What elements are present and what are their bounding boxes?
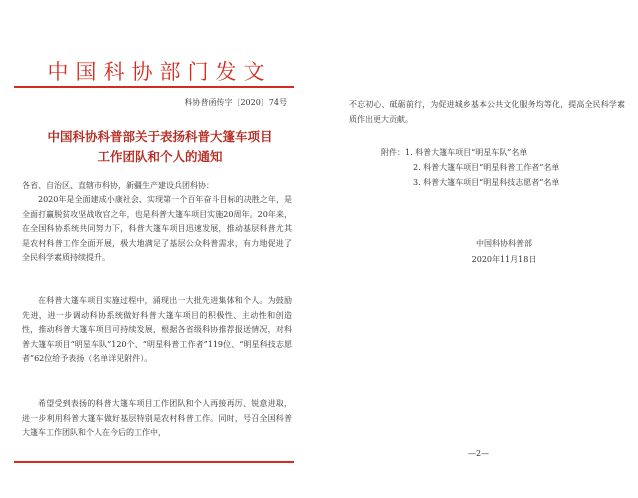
attachments-list (381, 145, 559, 190)
signature-organization: 中国科协科普部 (476, 239, 532, 248)
headline-line-1: 中国科协科普部关于表扬科普大篷车项目 (47, 129, 273, 144)
right-page (319, 0, 638, 498)
header-divider (14, 86, 294, 88)
signature-date: 2020年11月18日 (471, 255, 537, 264)
document-number: 科协普函传字〔2020〕74号 (184, 98, 287, 107)
paragraph-1: 2020年是全面建成小康社会、实现第一个百年奋斗目标的决胜之年，是全面打赢脱贫攻坚战收官之年，也是科普大篷车项目实施20周年。20年来，在全国科协系统共同努力下，科普大篷车项目迅速发展，推动基层科普尤其是农村科普工作全面开展，极大地满足了基层公众科普需求，有力地促进了全民科学素质持续提升。 (22, 195, 292, 262)
attachment-item: 2. 科普大篷车项目“明星科普工作者”名单 (413, 163, 560, 172)
document-headline (14, 127, 306, 167)
attachment-item: 附件：1. 科普大篷车项目“明星车队”名单 (381, 148, 528, 157)
footer-divider (14, 461, 294, 463)
continuation-text: 不忘初心、砥砺前行，为促进城乡基本公共文化服务均等化，提高全民科学素质作出更大贡献。 (349, 100, 625, 124)
page-number: —2— (467, 449, 490, 458)
salutation: 各省、自治区、直辖市科协，新疆生产建设兵团科协： (22, 181, 214, 190)
headline-line-2: 工作团队和个人的通知 (97, 149, 223, 164)
attachment-item: 3. 科普大篷车项目“明星科技志愿者”名单 (413, 178, 560, 187)
paragraph-2: 在科普大篷车项目实施过程中，涌现出一大批先进集体和个人。为鼓励先进，进一步调动科协系统做好科普大篷车项目的积极性、主动性和创造性，推动科普大篷车项目可持续发展，根据各省级科协推荐报送情况，对科普大篷车项目“明星车队”120个、“明星科普工作者”119位、“明星科技志愿者”62位给予表扬（名单详见附件）。 (22, 296, 292, 363)
attachments-label: 附件： (381, 148, 405, 157)
paragraph-3: 希望受到表扬的科普大篷车项目工作团队和个人再接再厉、锐意进取，进一步利用科普大篷车做好基层特别是农村科普工作。同时，号召全国科普大篷车工作团队和个人在今后的工作中， (22, 399, 292, 437)
agency-title: 中国科协部门发文 (47, 60, 272, 84)
